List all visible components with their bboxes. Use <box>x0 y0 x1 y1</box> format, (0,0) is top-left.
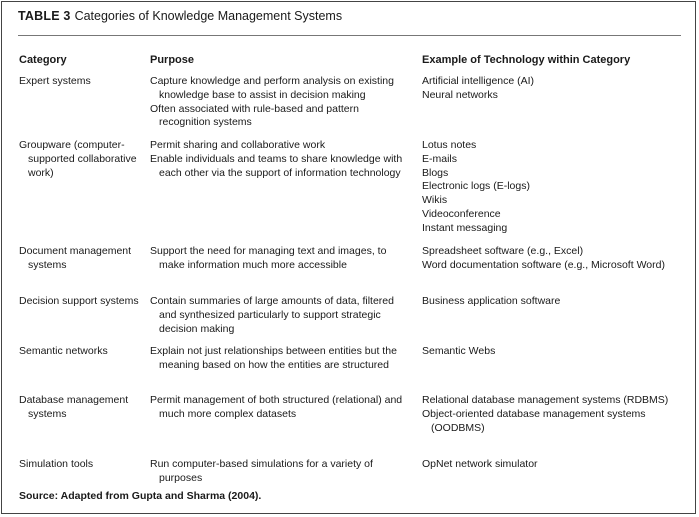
row-2-example-0: Spreadsheet software (e.g., Excel) <box>422 245 584 257</box>
row-5-purpose-0: Permit management of both structured (relational) and much more complex datasets <box>150 394 403 420</box>
title-divider <box>18 35 681 36</box>
row-2-category: Document management systems <box>19 245 132 271</box>
row-6-category: Simulation tools <box>19 458 94 470</box>
row-6-example-0: OpNet network simulator <box>422 458 538 470</box>
row-2-purpose <box>150 245 412 273</box>
row-6-examples <box>422 458 684 472</box>
row-1-example-4: Wikis <box>422 194 448 207</box>
row-0-purpose-0: Capture knowledge and perform analysis on existing knowledge base to assist in decision making <box>150 75 394 101</box>
header-example: Example of Technology within Category <box>422 54 631 66</box>
table-title-text: Categories of Knowledge Management Systems <box>74 9 343 23</box>
row-2-purpose-0: Support the need for managing text and images, to make information much more accessible <box>150 245 387 271</box>
row-3-category: Decision support systems <box>19 295 139 307</box>
row-5-example-1: Object-oriented database management systems (OODBMS) <box>422 407 646 434</box>
row-3-purpose <box>150 295 412 336</box>
row-1-example-0: Lotus notes <box>422 139 477 151</box>
source-note: Source: Adapted from Gupta and Sharma (2004). <box>19 490 262 502</box>
row-0-example-0: Artificial intelligence (AI) <box>422 75 535 87</box>
row-0-example-1: Neural networks <box>422 88 498 101</box>
row-1-purpose-0: Permit sharing and collaborative work <box>150 139 326 151</box>
row-4-purpose-0: Explain not just relationships between entities but the meaning based on how the entities are structured <box>150 345 397 371</box>
row-0-purpose-1: Often associated with rule-based and pattern recognition systems <box>150 102 359 129</box>
row-1-purpose <box>150 139 412 180</box>
row-0-examples <box>422 75 684 103</box>
row-0-purpose <box>150 75 412 130</box>
header-purpose: Purpose <box>150 54 195 66</box>
row-1-purpose-1: Enable individuals and teams to share knowledge with each other via the support of information technology <box>150 152 403 179</box>
row-1-example-2: Blogs <box>422 166 449 179</box>
table-number: TABLE 3 <box>18 9 71 23</box>
row-1-example-5: Videoconference <box>422 207 501 220</box>
row-4-examples <box>422 345 684 359</box>
row-4-category: Semantic networks <box>19 345 108 357</box>
row-4-purpose <box>150 345 412 373</box>
row-1-example-1: E-mails <box>422 152 458 165</box>
row-3-purpose-0: Contain summaries of large amounts of data, filtered and synthesized particularly to support strategic decision making <box>150 295 394 335</box>
row-5-purpose <box>150 394 412 422</box>
row-1-examples <box>422 139 684 236</box>
row-3-example-0: Business application software <box>422 295 561 307</box>
header-category: Category <box>19 54 67 66</box>
row-5-examples <box>422 394 684 435</box>
row-3-examples <box>422 295 684 309</box>
row-4-example-0: Semantic Webs <box>422 345 496 357</box>
row-2-example-1: Word documentation software (e.g., Microsoft Word) <box>422 258 665 271</box>
row-1-example-3: Electronic logs (E-logs) <box>422 180 530 193</box>
row-1-example-6: Instant messaging <box>422 221 508 234</box>
row-6-purpose <box>150 458 412 486</box>
row-5-example-0: Relational database management systems (RDBMS) <box>422 394 669 406</box>
table-title <box>18 9 342 23</box>
row-2-examples <box>422 245 684 273</box>
row-6-purpose-0: Run computer-based simulations for a variety of purposes <box>150 458 373 484</box>
row-5-category: Database management systems <box>19 394 129 420</box>
row-0-category: Expert systems <box>19 75 91 87</box>
row-1-category: Groupware (computer-supported collaborative work) <box>19 139 137 179</box>
